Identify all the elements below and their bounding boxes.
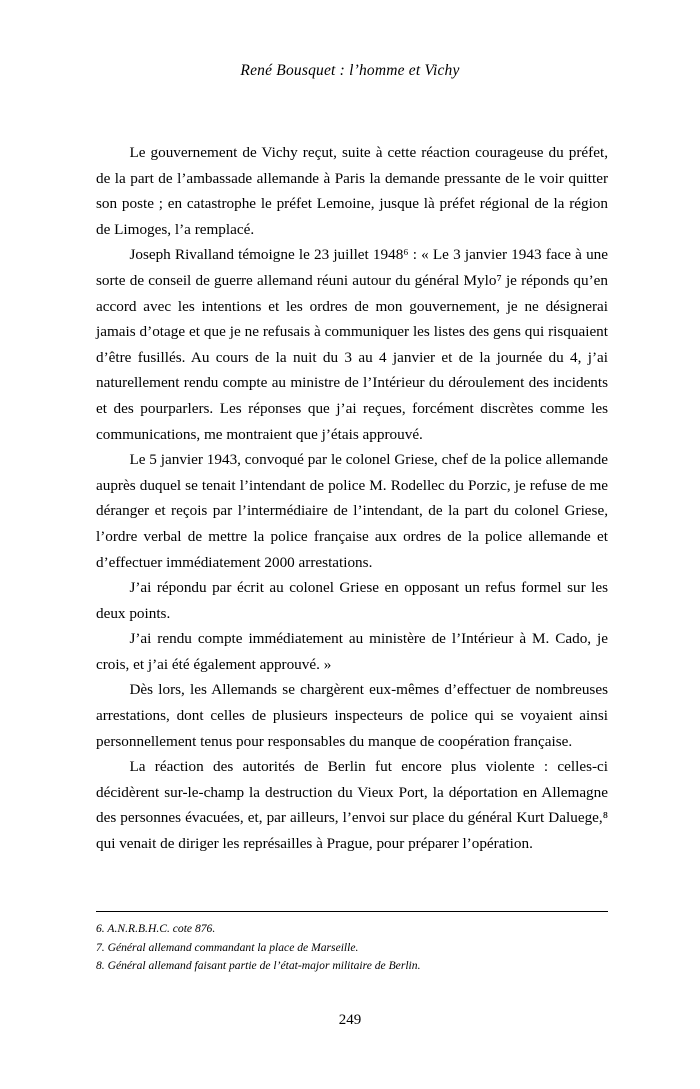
paragraph: La réaction des autorités de Berlin fut encore plus violente : celles-ci décidèrent sur-le-champ la destruction du Vieux Port, la déportation en Allemagne des personnes évacuées, et, par ailleurs, l’envoi sur place du général Kurt Daluege,⁸ qui venait de diriger les représailles à Prague, pour préparer l’opération. xyxy=(96,758,608,853)
paragraph: J’ai répondu par écrit au colonel Griese en opposant un refus formel sur les deux points. xyxy=(96,579,608,622)
paragraph: Le gouvernement de Vichy reçut, suite à cette réaction courageuse du préfet, de la part de l’ambassade allemande à Paris la demande pressante de le voir quitter son poste ; en catastrophe le préfet Lemoine, jusque là préfet régional de la région de Limoges, l’a remplacé. xyxy=(96,144,608,238)
footnotes xyxy=(96,920,608,976)
running-head: René Bousquet : l’homme et Vichy xyxy=(240,62,460,79)
footnote-item: 8. Général allemand faisant partie de l’état-major militaire de Berlin. xyxy=(96,959,421,973)
paragraph: Le 5 janvier 1943, convoqué par le colonel Griese, chef de la police allemande auprès duquel se tenait l’intendant de police M. Rodellec du Porzic, je refuse de me déranger et reçois par l’intermédiaire de l’intendant, de la part du colonel Griese, l’ordre verbal de mettre la police française aux ordres de la police allemande et d’effectuer immédiatement 2000 arrestations. xyxy=(96,451,608,571)
footnote-item: 7. Général allemand commandant la place de Marseille. xyxy=(96,940,359,954)
paragraph: Dès lors, les Allemands se chargèrent eux-mêmes d’effectuer de nombreuses arrestations, dont celles de plusieurs inspecteurs de police qui se voyaient ainsi personnellement tenus pour responsables du manque de coopération française. xyxy=(96,681,608,750)
paragraph: Joseph Rivalland témoigne le 23 juillet 1948⁶ : « Le 3 janvier 1943 face à une sorte de conseil de guerre allemand réuni autour du général Mylo⁷ je réponds qu’en accord avec les intentions et les ordres de mon gouvernement, je ne désignerai jamais d’otage et que je ne refusais à communiquer les listes des gens qui risquaient d’être fusillés. Au cours de la nuit du 3 au 4 janvier et de la journée du 4, j’ai naturellement rendu compte au ministre de l’Intérieur du déroulement des incidents et des pourparlers. Les réponses que j’ai reçues, forcément discrètes comme les communications, me montraient que j’étais approuvé. xyxy=(96,246,608,443)
page-number: 249 xyxy=(338,1012,362,1028)
paragraph: J’ai rendu compte immédiatement au ministère de l’Intérieur à M. Cado, je crois, et j’ai été également approuvé. » xyxy=(96,630,608,673)
footnote-item: 6. A.N.R.B.H.C. cote 876. xyxy=(96,922,216,935)
footnote-separator-rule xyxy=(96,911,608,912)
body-text xyxy=(96,140,608,857)
